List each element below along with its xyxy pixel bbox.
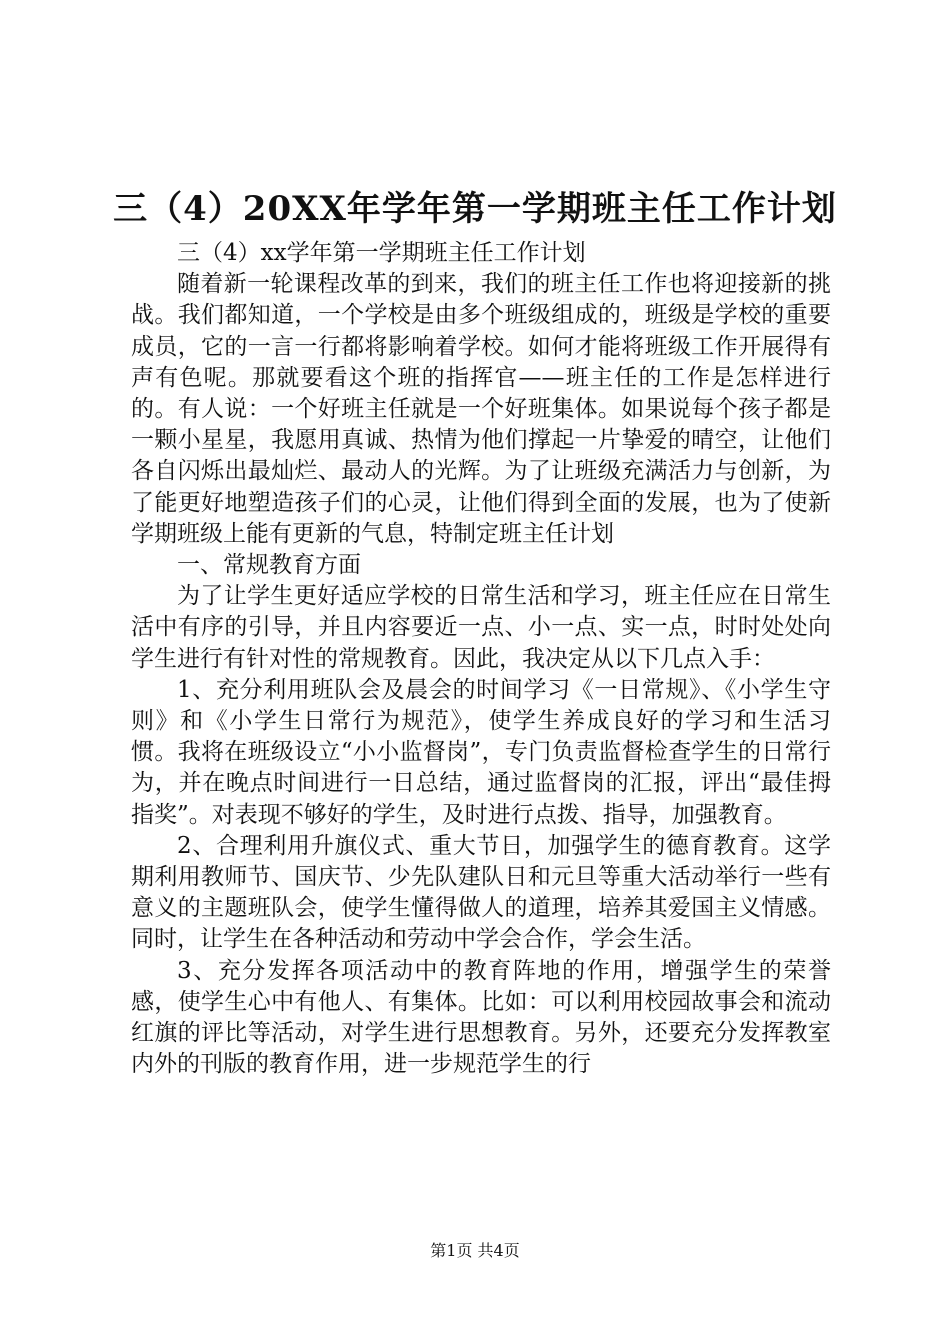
paragraph-intro: 随着新一轮课程改革的到来，我们的班主任工作也将迎接新的挑战。我们都知道，一个学校是由多个班级组成的，班级是学校的重要成员，它的一言一行都将影响着学校。如何才能将班级工作开展得有声有色呢。那就要看这个班的指挥官——班主任的工作是怎样进行的。有人说：一个好班主任就是一个好班集体。如果说每个孩子都是一颗小星星，我愿用真诚、热情为他们撑起一片挚爱的晴空，让他们各自闪烁出最灿烂、最动人的光辉。为了让班级充满活力与创新，为了能更好地塑造孩子们的心灵，让他们得到全面的发展，也为了使新学期班级上能有更新的气息，特制定班主任计划 bbox=[131, 271, 831, 547]
paragraph-subtitle: 三（4）xx学年第一学期班主任工作计划 bbox=[177, 240, 586, 266]
paragraph-item-2: 2、合理利用升旗仪式、重大节日，加强学生的德育教育。这学期利用教师节、国庆节、少先队建队日和元旦等重大活动举行一些有意义的主题班队会，使学生懂得做人的道理，培养其爱国主义情感。同时，让学生在各种活动和劳动中学会合作，学会生活。 bbox=[131, 832, 831, 953]
document-title: 三（4）20XX年学年第一学期班主任工作计划 bbox=[113, 189, 837, 229]
paragraph-item-3: 3、充分发挥各项活动中的教育阵地的作用，增强学生的荣誉感，使学生心中有他人、有集体。比如：可以利用校园故事会和流动红旗的评比等活动，对学生进行思想教育。另外，还要充分发挥教室内外的刊版的教育作用，进一步规范学生的行 bbox=[131, 957, 831, 1078]
paragraph-item-1: 1、充分利用班队会及晨会的时间学习《一日常规》、《小学生守则》和《小学生日常行为规范》，使学生养成良好的学习和生活习惯。我将在班级设立“小小监督岗”，专门负责监督检查学生的日常行为，并在晚点时间进行一日总结，通过监督岗的汇报，评出“最佳拇指奖”。对表现不够好的学生，及时进行点拨、指导，加强教育。 bbox=[131, 676, 831, 828]
paragraph-section-intro: 为了让学生更好适应学校的日常生活和学习，班主任应在日常生活中有序的引导，并且内容要近一点、小一点、实一点，时时处处向学生进行有针对性的常规教育。因此，我决定从以下几点入手： bbox=[131, 583, 831, 672]
page-footer: 第1页 共4页 bbox=[430, 1241, 520, 1260]
document-body bbox=[131, 238, 831, 1080]
section-heading: 一、常规教育方面 bbox=[177, 552, 361, 579]
